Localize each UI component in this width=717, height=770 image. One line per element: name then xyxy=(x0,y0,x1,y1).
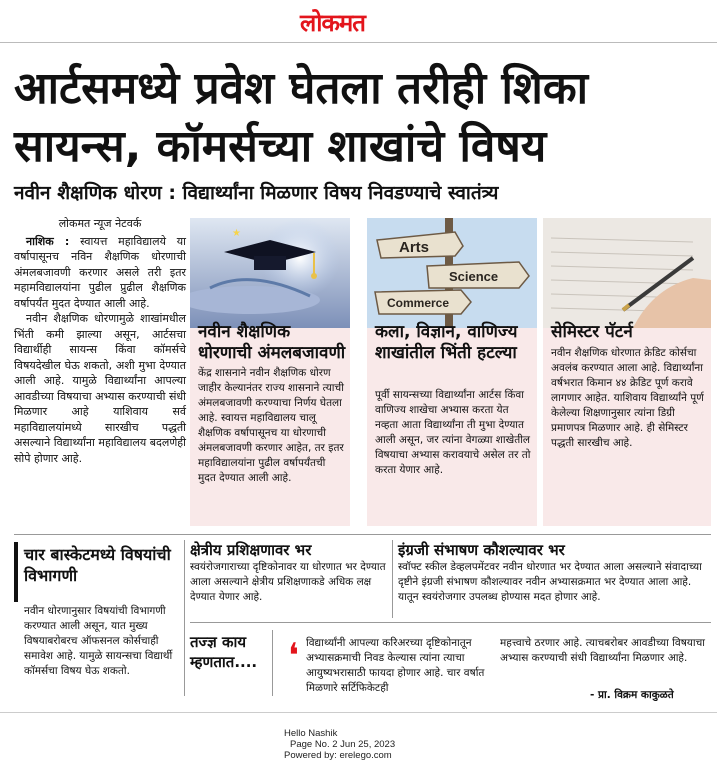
section-body: स्वॉफ्ट स्कील डेव्हलपमेंटवर नवीन धोरणात भर देण्यात आला असल्याने संवादाच्या दृष्टीने इंग्रजी संभाषण कौशल्यावर नवीन अभ्यासक्रमात भर देण्यात आला आहे. यातून स्वयंरोजगार उपलब्ध होण्यास मदत होणार आहे. xyxy=(398,561,702,603)
panel-education-policy xyxy=(190,218,350,526)
footer-page-date: Page No. 2 Jun 25, 2023 xyxy=(290,739,396,750)
section-divider xyxy=(190,622,711,623)
section-title: इंग्रजी संभाषण कौशल्यावर भर xyxy=(398,541,565,559)
lead-article xyxy=(14,216,186,466)
newspaper-logo: लोकमत xyxy=(300,9,365,37)
four-baskets-box xyxy=(14,542,182,690)
panel-title: नवीन शैक्षणिक धोरणाची अंमलबजावणी xyxy=(198,322,346,363)
expert-signature: - प्रा. विक्रम काकुळते xyxy=(590,689,674,701)
footer-powered-by: Powered by: erelego.com xyxy=(284,750,392,761)
graduation-cap-image xyxy=(190,218,350,328)
panel-title: सेमिस्टर पॅटर्न xyxy=(551,322,633,342)
panel-streams xyxy=(367,218,537,526)
expert-quote-part-1: विद्यार्थ्यांनी आपल्या करिअरच्या दृष्टिकोनातून अभ्यासक्रमाची निवड केल्यास त्यांना त्याचा आयुष्यभरासाठी फायदा होणार आहे. चार वर्षात मिळणारे सर्टिफिकेटही xyxy=(306,637,485,694)
exam-paper-image xyxy=(543,218,711,328)
box-body: नवीन धोरणानुसार विषयांची विभागणी करण्यात आली असून, यात मुख्य विषयाबरोबरच ऑफसनल कोर्सचाही समावेश आहे. यामुळे सायन्सचा विद्यार्थी कॉमर्सचा विषय घेऊ शकतो. xyxy=(24,605,173,677)
svg-text:★: ★ xyxy=(232,228,241,239)
box-title: चार बास्केटमध्ये विषयांची विभागणी xyxy=(24,545,171,585)
byline: लोकमत न्यूज नेटवर्क xyxy=(58,217,142,230)
signpost-image xyxy=(367,218,537,328)
panel-body: पूर्वी सायन्सच्या विद्यार्थ्यांना आर्टस किंवा वाणिज्य शाखेचा अभ्यास करता येत नव्हता आता विद्यार्थ्यांना ती मुभा देण्यात आली असून, जर त्यांना वेगळ्या शाखेतील विषयाचा अभ्यास करावयाचे असेल तर तो करता येणार आहे. xyxy=(375,389,531,476)
panel-title: कला, विज्ञान, वाणिज्य शाखांतील भिंती हटल्या xyxy=(375,322,518,363)
vocational-section xyxy=(190,540,386,605)
column-divider xyxy=(272,630,273,696)
subheadline: नवीन शैक्षणिक धोरण : विद्यार्थ्यांना मिळणार विषय निवडण्याचे स्वातंत्र्य xyxy=(14,182,499,204)
headline: आर्टसमध्ये प्रवेश घेतला तरीही शिका सायन्स, कॉमर्सच्या शाखांचे विषय xyxy=(14,63,589,172)
page-bottom-divider xyxy=(0,712,717,713)
dateline: नाशिक : xyxy=(26,234,70,248)
section-body: स्वयंरोजगाराच्या दृष्टिकोनावर या धोरणात भर देण्यात आला असल्याने क्षेत्रीय प्रशिक्षणाकडे अधिक लक्ष देण्यात येणार आहे. xyxy=(190,561,386,603)
page-footer xyxy=(284,728,434,761)
lead-paragraph-2: नवीन शैक्षणिक धोरणामुळे शाखांमधील भिंती कमी झाल्या असून, आर्टसचा विद्यार्थीही सायन्स किंवा कॉमर्सचे विषयदेखील घेऊ शकतो, अशी मुभा देण्यात आली आहे. यामुळे विद्यार्थ्यांना आपल्या आवडीच्या विषयाचा अभ्यास करण्याची संधी मिळणार आहे याशिवाय सर्व महाविद्यालयांमध्ये सारखीच पद्धती असल्याने विद्यार्थ्यांना महाविद्यालय बदलणेही सोपे होणार आहे. xyxy=(14,312,186,465)
panel-body: केंद्र शासनाने नवीन शैक्षणिक धोरण जाहीर केल्यानंतर राज्य शासनाने त्याची अंमलबजावणी करण्याचा निर्णय घेतला आहे. स्वायत्त महाविद्यालय चालू शैक्षणिक वर्षापासूनच या धोरणाची अंमलबजावणी करणार आहेत, तर इतर महाविद्यालयांना पुढील वर्षापर्यंतची मुदत देण्यात आली आहे. xyxy=(198,367,344,484)
column-divider xyxy=(392,540,393,618)
section-title: क्षेत्रीय प्रशिक्षणावर भर xyxy=(190,541,312,559)
quote-icon: ❛ xyxy=(288,636,299,676)
section-divider xyxy=(14,534,711,535)
column-divider xyxy=(184,540,185,696)
masthead-divider xyxy=(0,42,717,43)
accent-bar xyxy=(14,542,18,602)
footer-publication: Hello Nashik xyxy=(284,728,338,739)
panel-semester-pattern xyxy=(543,218,711,526)
sign-label-commerce: Commerce xyxy=(387,296,450,310)
masthead xyxy=(0,0,717,44)
lead-paragraph-1: स्वायत्त महाविद्यालये या वर्षापासूनच नविन शैक्षणिक धोरणाची अंमलबजावणी करणार असले तरी इतर महामविद्यालयांना पुढील प्रुढील शैक्षणिक वर्षापर्यंत मुदत देण्यात आली आहे. xyxy=(14,234,187,310)
sign-label-arts: Arts xyxy=(399,239,430,256)
english-section xyxy=(398,540,710,605)
expert-quote-part-2: महत्त्वाचे ठरणार आहे. त्याचबरोबर आवडीच्या विषयाचा अभ्यास करण्याची संधी विद्यार्थ्यांना मिळणार आहे. xyxy=(500,637,705,664)
panel-body: नवीन शैक्षणिक धोरणात क्रेडिट कोर्सचा अवलंब करण्यात आला आहे. विद्यार्थ्यांना वर्षभरात किमान ४४ क्रेडिट पूर्ण करावे लागणार आहेत. याशिवाय विद्यार्थ्यांने पूर्ण केलेल्या शिक्षणानुसार त्यांना डिग्री प्रमाणपत्र मिळणार आहे. ही सेमिस्टर पद्धती सारखीच आहे. xyxy=(551,347,704,449)
sign-label-science: Science xyxy=(449,269,499,284)
expert-heading: तज्ज्ञ काय म्हणतात.... xyxy=(190,633,258,671)
